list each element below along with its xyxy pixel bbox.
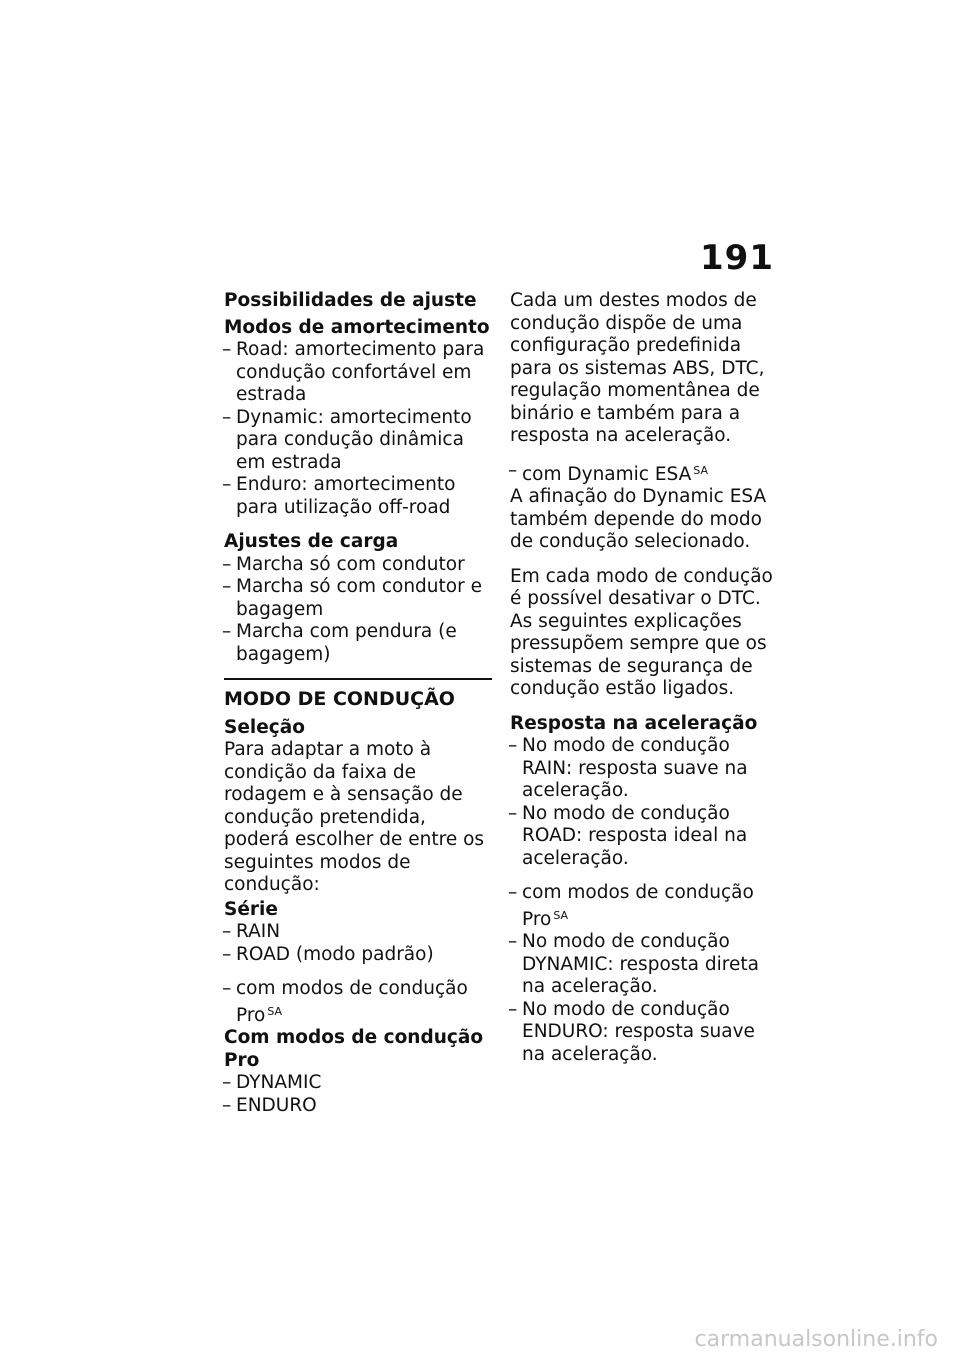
load-list <box>224 554 492 667</box>
list-item: – No modo de condução ENDURO: resposta suave na aceleração. <box>510 999 782 1067</box>
damping-list <box>224 339 492 519</box>
option-label: com modos de condução Pro <box>522 882 754 930</box>
option-item <box>224 978 492 1027</box>
list-item: – Dynamic: amortecimento para condução dinâmica em estrada <box>224 407 492 475</box>
pro-modes-list <box>224 1072 492 1117</box>
pro-option-list <box>510 882 782 931</box>
list-item: – ROAD (modo padrão) <box>224 944 492 967</box>
list-item: – Marcha só com condutor e bagagem <box>224 576 492 621</box>
list-item: – RAIN <box>224 921 492 944</box>
option-label: com modos de condução Pro <box>236 978 468 1026</box>
list-item: – DYNAMIC <box>224 1072 492 1095</box>
dtc-paragraph: Em cada modo de condução é possível desativar o DTC. As seguintes explicações pressupõem sempre que os sistemas de segurança de condução estão ligados. <box>510 565 773 699</box>
list-item: – No modo de condução DYNAMIC: resposta direta na aceleração. <box>510 931 782 999</box>
heading-throttle-response: Resposta na aceleração <box>510 712 758 734</box>
heading-load-settings: Ajustes de carga <box>224 531 399 552</box>
list-item: – Enduro: amortecimento para utilização off-road <box>224 474 492 519</box>
list-item: – Marcha só com condutor <box>224 554 492 577</box>
option-label: com Dynamic ESA <box>522 463 692 485</box>
heading-possibilities: Possibilidades de ajuste <box>224 290 477 311</box>
section-divider <box>224 678 492 680</box>
heading-with-pro: Com modos de condução Pro <box>224 1027 484 1071</box>
list-item: – Marcha com pendura (e bagagem) <box>224 621 492 666</box>
list-item: – No modo de condução ROAD: resposta ideal na aceleração. <box>510 803 782 871</box>
sa-mark: SA <box>553 908 569 922</box>
watermark: carmanualsonline.info <box>694 1327 938 1352</box>
esa-paragraph: A afinação do Dynamic ESA também depende do modo de condução selecionado. <box>510 486 767 552</box>
pro-option-list <box>224 978 492 1027</box>
left-column <box>224 290 492 1117</box>
heading-series: Série <box>224 898 278 920</box>
sa-mark: SA <box>267 1004 283 1018</box>
option-item <box>510 882 782 931</box>
heading-selection: Seleção <box>224 716 305 738</box>
option-item <box>510 460 782 487</box>
esa-option-list <box>510 460 782 487</box>
list-item: – Road: amortecimento para condução confortável em estrada <box>224 339 492 407</box>
page-number: 191 <box>700 238 774 278</box>
throttle-list <box>510 735 782 870</box>
right-column <box>510 290 782 1066</box>
series-list <box>224 921 492 966</box>
list-item: – No modo de condução RAIN: resposta suave na aceleração. <box>510 735 782 803</box>
pro-throttle-list <box>510 931 782 1066</box>
list-item: – ENDURO <box>224 1095 492 1118</box>
heading-damping-modes: Modos de amortecimento <box>224 316 490 338</box>
section-title: MODO DE CONDUÇÃO <box>224 688 455 710</box>
sa-mark: SA <box>693 463 709 477</box>
selection-paragraph: Para adaptar a moto à condição da faixa de rodagem e à sensação de condução pretendida, poderá escolher de entre os seguintes modos de condução: <box>224 739 485 895</box>
intro-paragraph: Cada um destes modos de condução dispõe de uma configuração predefinida para os sistemas ABS, DTC, regulação momentânea de binário e também para a resposta na aceleração. <box>510 290 765 446</box>
